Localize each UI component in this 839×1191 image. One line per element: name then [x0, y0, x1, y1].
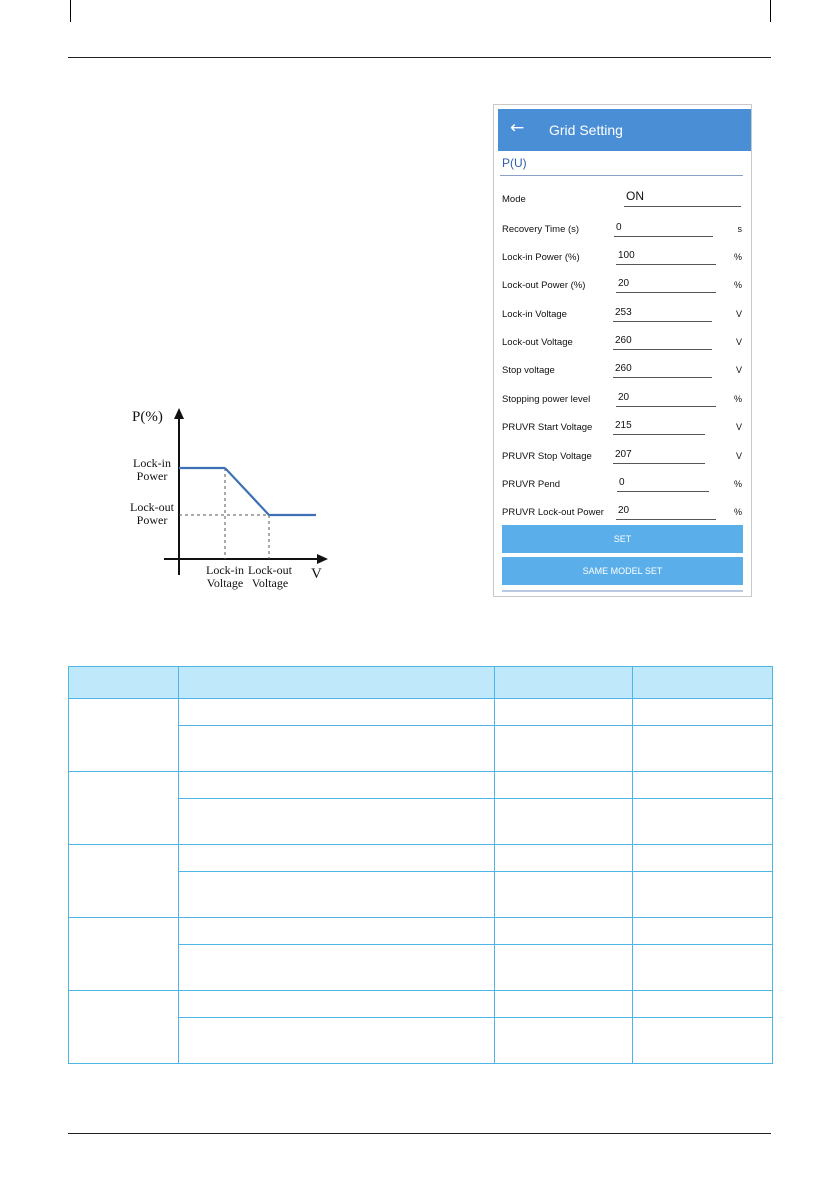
setting-unit: % — [733, 507, 742, 517]
table-cell — [633, 772, 773, 799]
arrow-left-icon[interactable]: ← — [510, 118, 525, 138]
table-cell — [633, 872, 773, 918]
table-cell — [633, 918, 773, 945]
pu-curve-chart — [118, 405, 346, 600]
setting-row — [502, 417, 746, 441]
y-axis-arrow — [174, 408, 184, 419]
header-rule — [68, 57, 771, 58]
y-axis-label: P(%) — [132, 409, 163, 425]
set-button[interactable]: SET — [502, 525, 743, 553]
table-cell — [179, 918, 495, 945]
lock-out-power-label — [124, 501, 180, 527]
table-group-cell — [69, 991, 179, 1064]
parameter-table — [68, 666, 773, 1064]
setting-unit: V — [735, 422, 742, 432]
setting-input[interactable]: 0 — [617, 477, 709, 492]
lock-in-power-label-line1: Lock-in — [133, 456, 171, 470]
table-cell — [633, 1018, 773, 1064]
table-cell — [495, 918, 633, 945]
table-cell — [179, 699, 495, 726]
setting-unit: % — [733, 280, 742, 290]
crop-mark-left — [70, 0, 71, 22]
setting-unit: V — [735, 337, 742, 347]
table-group-cell — [69, 699, 179, 772]
setting-row — [502, 219, 746, 243]
setting-label: Recovery Time (s) — [502, 224, 580, 235]
setting-input[interactable]: 0 — [614, 222, 713, 237]
setting-label: Stopping power level — [502, 394, 591, 405]
app-bar — [498, 109, 751, 151]
lock-in-power-label-line2: Power — [136, 469, 168, 483]
lock-in-voltage-label-line1: Lock-in — [206, 563, 244, 577]
setting-unit: % — [733, 252, 742, 262]
table-cell — [179, 799, 495, 845]
setting-unit: V — [735, 451, 742, 461]
setting-label: PRUVR Stop Voltage — [502, 451, 592, 462]
table-cell — [495, 799, 633, 845]
crop-mark-right — [770, 0, 771, 22]
table-cell — [633, 845, 773, 872]
lock-out-power-label-line1: Lock-out — [130, 500, 174, 514]
app-title: Grid Setting — [549, 122, 623, 138]
setting-input[interactable]: 253 — [613, 307, 712, 322]
table-row — [69, 918, 773, 945]
list-bottom-divider — [502, 590, 743, 592]
setting-unit: V — [735, 365, 742, 375]
section-divider — [500, 175, 743, 176]
setting-input[interactable]: 20 — [616, 505, 716, 520]
footer-rule — [68, 1133, 771, 1134]
table-group-cell — [69, 845, 179, 918]
lock-out-voltage-label-line2: Voltage — [251, 576, 289, 590]
setting-input[interactable]: 260 — [613, 363, 712, 378]
same-model-set-button[interactable]: SAME MODEL SET — [502, 557, 743, 585]
x-axis-label: V — [311, 566, 322, 582]
setting-label: Lock-out Power (%) — [502, 280, 586, 291]
table-group-cell — [69, 918, 179, 991]
table-cell — [179, 991, 495, 1018]
setting-unit: % — [733, 479, 742, 489]
lock-out-voltage-label-line1: Lock-out — [248, 563, 292, 577]
setting-unit: s — [737, 224, 742, 234]
mode-row — [502, 189, 746, 213]
setting-label: PRUVR Lock-out Power — [502, 507, 604, 518]
setting-label: Lock-in Voltage — [502, 309, 567, 320]
series-segment — [225, 468, 269, 515]
table-row — [69, 699, 773, 726]
table-cell — [179, 726, 495, 772]
setting-input[interactable]: 207 — [613, 449, 705, 464]
setting-label: Stop voltage — [502, 365, 555, 376]
setting-unit: % — [733, 394, 742, 404]
table-row — [69, 845, 773, 872]
table-cell — [495, 991, 633, 1018]
table-cell — [179, 872, 495, 918]
table-cell — [179, 772, 495, 799]
lock-in-power-label — [128, 457, 176, 483]
setting-row — [502, 247, 746, 271]
mode-label: Mode — [502, 194, 526, 205]
setting-input[interactable]: 100 — [616, 250, 716, 265]
table-cell — [179, 845, 495, 872]
table-cell — [633, 799, 773, 845]
setting-unit: V — [735, 309, 742, 319]
table-cell — [633, 991, 773, 1018]
setting-row — [502, 275, 746, 299]
lock-in-voltage-label-line2: Voltage — [206, 576, 244, 590]
table-row — [69, 772, 773, 799]
grid-setting-screen — [493, 104, 752, 597]
x-axis-arrow — [317, 554, 328, 564]
table-cell — [495, 699, 633, 726]
lock-out-power-label-line2: Power — [136, 513, 168, 527]
setting-input[interactable]: 20 — [616, 278, 716, 293]
setting-label: Lock-in Power (%) — [502, 252, 580, 263]
table-cell — [495, 872, 633, 918]
setting-label: PRUVR Pend — [502, 479, 561, 490]
table-cell — [633, 726, 773, 772]
setting-input[interactable]: 20 — [616, 392, 716, 407]
table-cell — [495, 1018, 633, 1064]
section-title: P(U) — [502, 156, 527, 170]
setting-input[interactable]: 260 — [613, 335, 712, 350]
table-cell — [179, 1018, 495, 1064]
setting-row — [502, 446, 746, 470]
table-row — [69, 991, 773, 1018]
setting-row — [502, 474, 746, 498]
table-cell — [495, 772, 633, 799]
setting-row — [502, 360, 746, 384]
table-cell — [495, 726, 633, 772]
lock-out-voltage-label — [242, 564, 298, 590]
table-header-row — [69, 667, 773, 699]
table-cell — [633, 699, 773, 726]
table-header-cell — [69, 667, 179, 699]
table-header-cell — [633, 667, 773, 699]
setting-label: Lock-out Voltage — [502, 337, 573, 348]
table-cell — [495, 945, 633, 991]
table-cell — [495, 845, 633, 872]
mode-select[interactable]: ON — [624, 189, 741, 207]
setting-row — [502, 502, 746, 526]
table-group-cell — [69, 772, 179, 845]
setting-label: PRUVR Start Voltage — [502, 422, 593, 433]
table-cell — [179, 945, 495, 991]
setting-input[interactable]: 215 — [613, 420, 705, 435]
setting-row — [502, 304, 746, 328]
table-header-cell — [495, 667, 633, 699]
table-header-cell — [179, 667, 495, 699]
setting-row — [502, 389, 746, 413]
setting-row — [502, 332, 746, 356]
table-cell — [633, 945, 773, 991]
